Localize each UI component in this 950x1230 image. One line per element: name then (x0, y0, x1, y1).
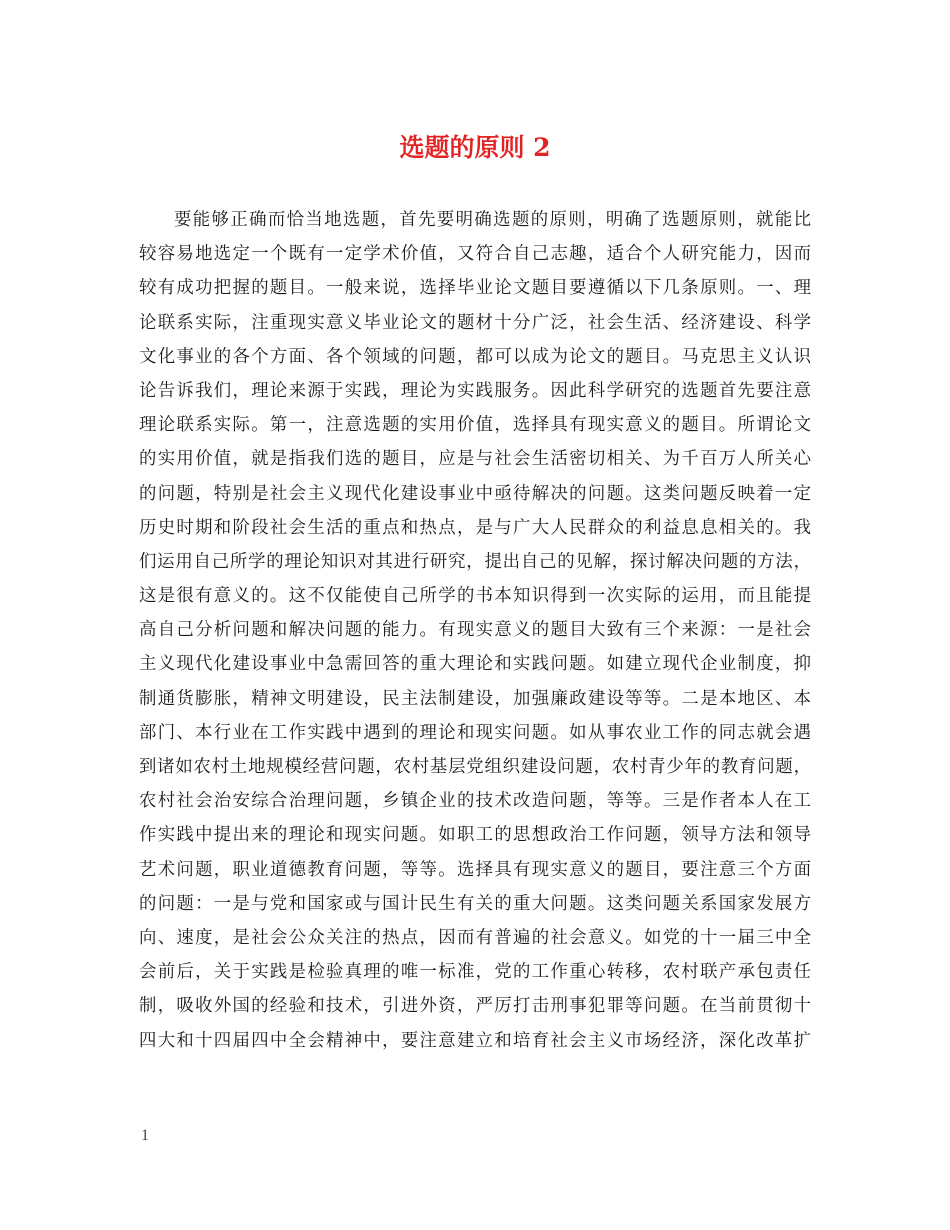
text-line: 到诸如农村土地规模经营问题，农村基层党组织建设问题，农村青少年的教育问题， (139, 757, 811, 777)
text-line: 文化事业的各个方面、各个领域的问题，都可以成为论文的题目。马克思主义认识 (139, 346, 811, 367)
page-number: 1 (141, 1127, 149, 1144)
text-line: 制通货膨胀，精神文明建设，民主法制建设，加强廉政建设等等。二是本地区、本 (139, 688, 811, 709)
text-line: 的问题，特别是社会主义现代化建设事业中亟待解决的问题。这类问题反映着一定 (139, 483, 811, 504)
text-line: 艺术问题，职业道德教育问题，等等。选择具有现实意义的题目，要注意三个方面 (139, 859, 811, 880)
text-line: 主义现代化建设事业中急需回答的重大理论和实践问题。如建立现代企业制度，抑 (139, 654, 811, 675)
body-paragraph (139, 203, 811, 1058)
text-line: 们运用自己所学的理论知识对其进行研究，提出自己的见解，探讨解决问题的方法， (139, 551, 811, 572)
text-line: 这是很有意义的。这不仅能使自己所学的书本知识得到一次实际的运用，而且能提 (139, 586, 811, 607)
text-line: 部门、本行业在工作实践中遇到的理论和现实问题。如从事农业工作的同志就会遇 (139, 722, 811, 743)
text-line: 四大和十四届四中全会精神中，要注意建立和培育社会主义市场经济，深化改革扩 (139, 1030, 811, 1051)
text-line: 的实用价值，就是指我们选的题目，应是与社会生活密切相关、为千百万人所关心 (139, 449, 811, 470)
text-line: 高自己分析问题和解决问题的能力。有现实意义的题目大致有三个来源：一是社会 (139, 620, 811, 641)
document-title: 选题的原则 2 (399, 133, 551, 162)
text-line: 向、速度，是社会公众关注的热点，因而有普遍的社会意义。如党的十一届三中全 (139, 927, 811, 948)
text-line: 论告诉我们，理论来源于实践，理论为实践服务。因此科学研究的选题首先要注意 (139, 380, 811, 401)
text-line: 的问题：一是与党和国家或与国计民生有关的重大问题。这类问题关系国家发展方 (139, 893, 811, 914)
text-line: 会前后，关于实践是检验真理的唯一标准，党的工作重心转移，农村联产承包责任 (139, 962, 811, 983)
text-line: 论联系实际，注重现实意义毕业论文的题材十分广泛，社会生活、经济建设、科学 (139, 312, 811, 333)
text-line: 制，吸收外国的经验和技术，引进外资，严厉打击刑事犯罪等问题。在当前贯彻十 (139, 996, 811, 1017)
text-line: 历史时期和阶段社会生活的重点和热点，是与广大人民群众的利益息息相关的。我 (139, 517, 811, 538)
text-line: 理论联系实际。第一，注意选题的实用价值，选择具有现实意义的题目。所谓论文 (139, 415, 811, 436)
text-line: 较容易地选定一个既有一定学术价值，又符合自己志趣，适合个人研究能力，因而 (139, 244, 811, 265)
text-line: 要能够正确而恰当地选题，首先要明确选题的原则，明确了选题原则，就能比 (174, 210, 811, 230)
text-line: 农村社会治安综合治理问题，乡镇企业的技术改造问题，等等。三是作者本人在工 (139, 791, 811, 812)
text-line: 作实践中提出来的理论和现实问题。如职工的思想政治工作问题，领导方法和领导 (139, 825, 811, 846)
text-line: 较有成功把握的题目。一般来说，选择毕业论文题目要遵循以下几条原则。一、理 (139, 278, 811, 299)
